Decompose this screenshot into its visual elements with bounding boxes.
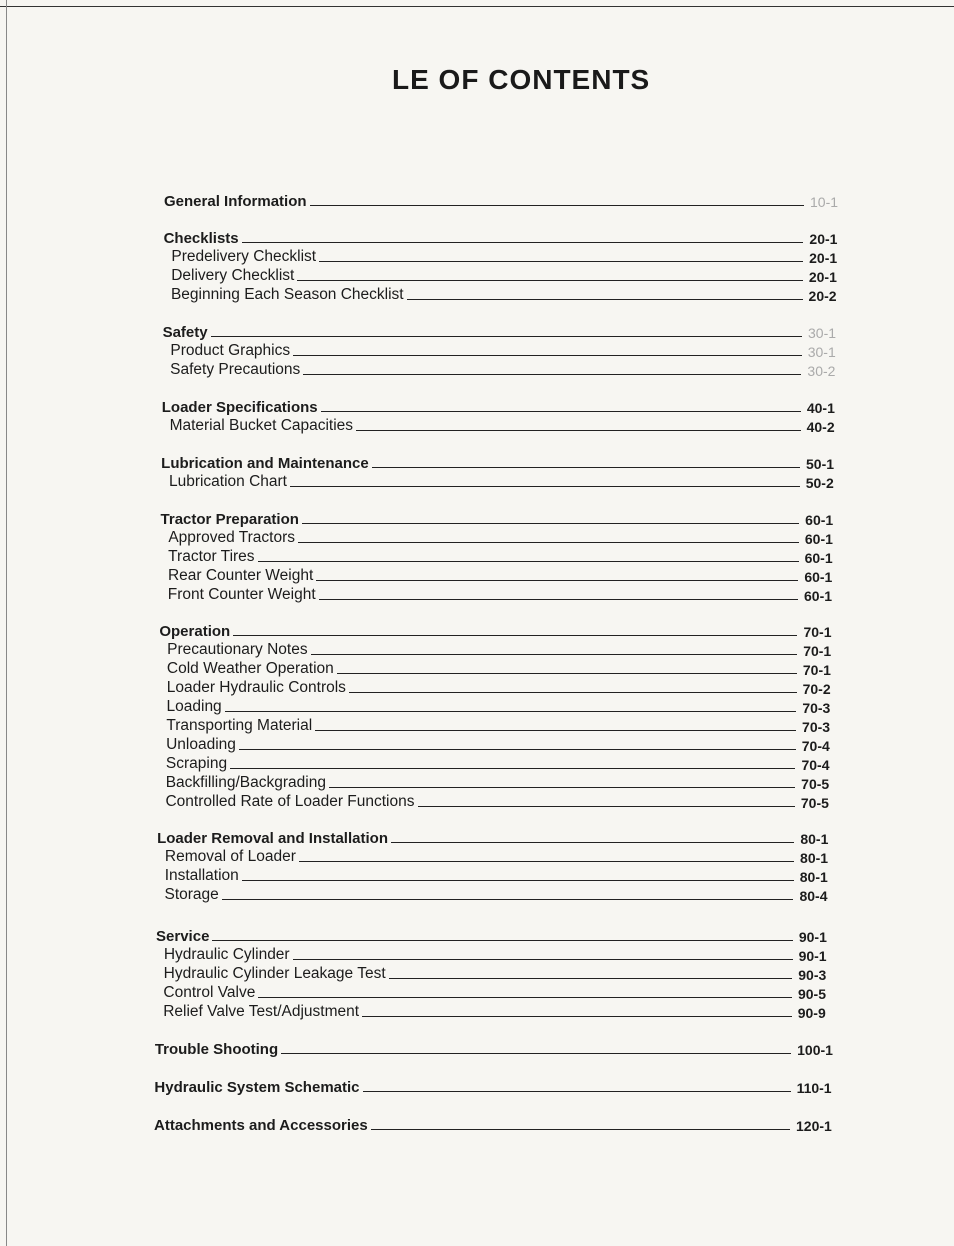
toc-subsection-label: Control Valve (163, 984, 256, 1001)
toc-entry (170, 340, 849, 360)
toc-section-label: Tractor Preparation (160, 511, 299, 528)
toc-page-number: 60-1 (804, 550, 833, 566)
toc-subsection-label: Beginning Each Season Checklist (170, 286, 404, 303)
toc-entry (166, 715, 844, 735)
toc-page-number: 60-1 (804, 531, 833, 547)
toc-subsection-label: Tractor Tires (168, 548, 255, 565)
dot-leader-line (211, 336, 802, 337)
dot-leader-line (407, 299, 803, 300)
toc-entry (165, 865, 842, 885)
toc-entry (161, 508, 848, 528)
toc-entry (157, 827, 842, 847)
toc-subsection-label: Front Counter Weight (167, 586, 316, 603)
toc-page-number: 80-1 (800, 850, 829, 866)
toc-entry (155, 1038, 839, 1058)
toc-section-label: Loader Removal and Installation (157, 830, 388, 847)
toc-subsection-label: Lubrication Chart (168, 473, 287, 490)
toc-entry (164, 944, 841, 964)
toc-page-number: 70-1 (803, 624, 832, 640)
dot-leader-line (281, 1053, 791, 1054)
toc-subsection-label: Rear Counter Weight (167, 567, 314, 584)
toc-entry (159, 620, 845, 640)
toc-page-number: 90-3 (798, 967, 827, 983)
dot-leader-line (239, 749, 796, 750)
toc-section-label: Loader Specifications (161, 399, 318, 416)
toc-page-number: 70-1 (803, 643, 832, 659)
toc-page-number: 70-4 (801, 757, 830, 773)
toc-entry (171, 284, 851, 304)
dot-leader-line (389, 978, 793, 979)
toc-subsection-label: Predelivery Checklist (171, 248, 317, 265)
dot-leader-line (418, 806, 795, 807)
toc-page-number: 70-1 (802, 662, 831, 678)
toc-subsection-label: Material Bucket Capacities (169, 417, 354, 434)
toc-entry (167, 658, 845, 678)
dot-leader-line (310, 205, 804, 206)
dot-leader-line (225, 711, 797, 712)
toc-page-number: 90-9 (797, 1005, 826, 1021)
dot-leader-line (329, 787, 795, 788)
toc-page-number: 70-4 (801, 738, 830, 754)
dot-leader-line (303, 374, 801, 375)
toc-section-label: Safety (162, 324, 208, 341)
toc-entry (166, 772, 843, 792)
toc-entry (165, 791, 842, 811)
toc-page-number: 90-1 (798, 929, 827, 945)
toc-page-number: 20-1 (809, 231, 838, 247)
toc-subsection-label: Delivery Checklist (171, 267, 295, 284)
dot-leader-line (233, 635, 797, 636)
toc-page-number: 30-2 (807, 363, 836, 379)
toc-entry (154, 1114, 838, 1134)
toc-page-number: 110-1 (796, 1080, 832, 1096)
toc-page-number: 10-1 (810, 194, 839, 210)
dot-leader-line (258, 561, 799, 562)
toc-page-number: 70-3 (802, 700, 831, 716)
toc-subsection-label: Loading (166, 698, 222, 715)
toc-entry (163, 1001, 839, 1021)
dot-leader-line (356, 430, 801, 431)
toc-entry (171, 265, 851, 285)
toc-subsection-label: Storage (164, 886, 219, 903)
toc-entry (164, 227, 852, 247)
dot-leader-line (299, 861, 794, 862)
toc-subsection-label: Product Graphics (170, 342, 291, 359)
dot-leader-line (222, 899, 794, 900)
dot-leader-line (242, 880, 794, 881)
toc-page-number: 60-1 (804, 569, 833, 585)
toc-subsection-label: Precautionary Notes (167, 641, 308, 658)
dot-leader-line (298, 542, 799, 543)
toc-entry (154, 1076, 838, 1096)
dot-leader-line (293, 355, 802, 356)
toc-page-number: 70-2 (802, 681, 831, 697)
dot-leader-line (315, 730, 796, 731)
toc-section-label: Hydraulic System Schematic (154, 1079, 360, 1096)
toc-subsection-label: Transporting Material (166, 717, 313, 734)
toc-section-label: Operation (159, 623, 231, 640)
toc-entry (163, 982, 840, 1002)
toc-page-number: 80-4 (799, 888, 828, 904)
dot-leader-line (319, 261, 803, 262)
toc-entry (167, 677, 845, 697)
toc-page-number: 50-2 (805, 475, 834, 491)
dot-leader-line (349, 692, 797, 693)
toc-entry (168, 527, 847, 547)
toc-section-label: Trouble Shooting (154, 1041, 279, 1058)
toc-entry (163, 321, 850, 341)
dot-leader-line (258, 997, 792, 998)
toc-page-number: 90-1 (798, 948, 827, 964)
toc-page-number: 80-1 (799, 869, 828, 885)
toc-entry (166, 734, 844, 754)
toc-subsection-label: Backfilling/Backgrading (165, 774, 326, 791)
toc-page-number: 60-1 (804, 588, 833, 604)
dot-leader-line (316, 580, 798, 581)
toc-entry (166, 753, 844, 773)
toc-subsection-label: Hydraulic Cylinder Leakage Test (163, 965, 386, 982)
toc-entry (168, 565, 846, 585)
toc-entry (168, 546, 846, 566)
toc-section-label: General Information (164, 193, 307, 210)
toc-page-number: 40-1 (806, 400, 835, 416)
toc-page-number: 70-5 (800, 795, 829, 811)
dot-leader-line (293, 959, 793, 960)
toc-page-number: 120-1 (796, 1118, 832, 1134)
toc-entry (167, 639, 845, 659)
dot-leader-line (363, 1091, 791, 1092)
toc-subsection-label: Safety Precautions (170, 361, 301, 378)
dot-leader-line (321, 411, 801, 412)
toc-section-label: Checklists (163, 230, 239, 247)
toc-page-number: 60-1 (805, 512, 834, 528)
toc-entry (167, 696, 845, 716)
toc-subsection-label: Installation (164, 867, 239, 884)
toc-section-label: Service (156, 928, 210, 945)
toc-entry (168, 584, 846, 604)
dot-leader-line (290, 486, 800, 487)
toc-section-label: Attachments and Accessories (154, 1117, 368, 1134)
toc-subsection-label: Unloading (166, 736, 236, 753)
toc-entry (170, 359, 849, 379)
toc-page-number: 20-1 (808, 269, 837, 285)
toc-page-number: 30-1 (807, 344, 836, 360)
dot-leader-line (362, 1016, 792, 1017)
dot-leader-line (371, 1129, 790, 1130)
toc-subsection-label: Relief Valve Test/Adjustment (163, 1003, 360, 1020)
toc-entry (164, 963, 841, 983)
toc-subsection-label: Cold Weather Operation (166, 660, 334, 677)
toc-page-number: 70-3 (802, 719, 831, 735)
toc-page-number: 30-1 (808, 325, 837, 341)
toc-entry (169, 471, 848, 491)
toc-entry (165, 846, 842, 866)
toc-subsection-label: Loader Hydraulic Controls (166, 679, 346, 696)
dot-leader-line (230, 768, 795, 769)
toc-entry (164, 190, 852, 210)
toc-page-number: 20-1 (809, 250, 838, 266)
dot-leader-line (212, 940, 792, 941)
toc-section-label: Lubrication and Maintenance (161, 455, 369, 472)
toc-page-number: 100-1 (797, 1042, 833, 1058)
toc-subsection-label: Controlled Rate of Loader Functions (165, 793, 415, 810)
dot-leader-line (297, 280, 803, 281)
toc-subsection-label: Hydraulic Cylinder (163, 946, 290, 963)
dot-leader-line (302, 523, 799, 524)
toc-page-number: 20-2 (808, 288, 837, 304)
toc-page-number: 70-5 (801, 776, 830, 792)
toc-entry (162, 396, 849, 416)
toc-subsection-label: Approved Tractors (168, 529, 295, 546)
toc-entry (171, 246, 851, 266)
toc-page-number: 90-5 (797, 986, 827, 1002)
toc-entry (170, 415, 849, 435)
page-title: LE OF CONTENTS (392, 64, 651, 95)
toc-entry (161, 452, 848, 472)
toc-page-number: 80-1 (800, 831, 829, 847)
toc-entry (164, 884, 841, 904)
toc-subsection-label: Scraping (165, 755, 228, 772)
dot-leader-line (242, 242, 804, 243)
dot-leader-line (391, 842, 794, 843)
dot-leader-line (311, 654, 798, 655)
dot-leader-line (337, 673, 797, 674)
toc-subsection-label: Removal of Loader (164, 848, 296, 865)
dot-leader-line (319, 599, 798, 600)
toc-entry (156, 925, 841, 945)
dot-leader-line (372, 467, 800, 468)
toc-page-number: 40-2 (806, 419, 835, 435)
toc-page-number: 50-1 (806, 456, 835, 472)
